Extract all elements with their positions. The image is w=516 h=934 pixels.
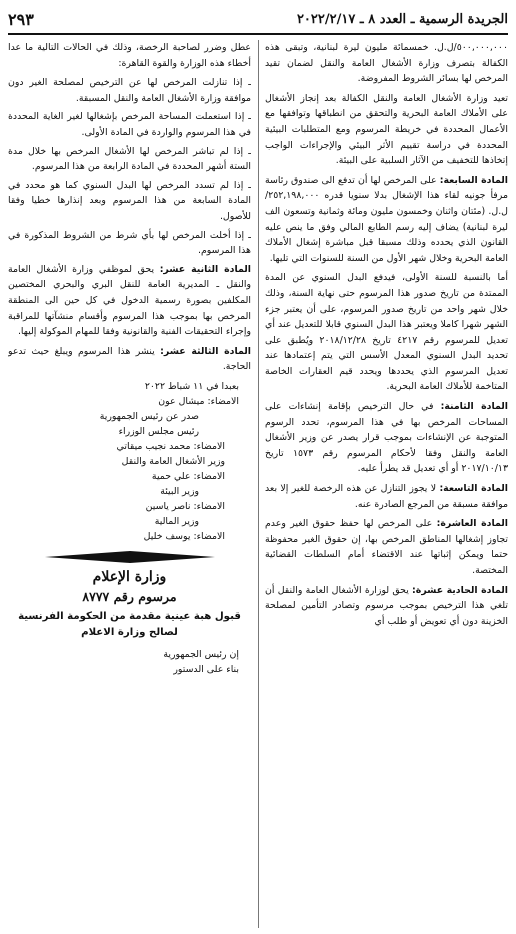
ministry-heading: وزارة الإعلام (92, 568, 167, 585)
signature-block (8, 379, 251, 544)
decree-number: مرسوم رقم ٨٧٧٧ (82, 589, 177, 605)
signature-line: الامضاء: ناصر ياسين (145, 500, 225, 512)
article-11 (265, 583, 508, 630)
paragraph: عطل وضرر لصاحبة الرخصة، وذلك في الحالات التالية ما عدا أخطاء هذه الوزارة والقوة القاهرة: (8, 42, 251, 69)
article-8 (265, 399, 508, 477)
list-item: ـ إذا أخلت المرخص لها بأي شرط من الشروط المذكورة في هذا المرسوم. (8, 229, 251, 257)
header-rule (8, 33, 508, 35)
article-title: المادة التاسعة: (439, 483, 508, 495)
article-title: المادة السابعة: (439, 174, 508, 186)
signature-line: وزير المالية (154, 515, 199, 527)
signature-line: الامضاء: محمد نجيب ميقاتي (116, 440, 225, 452)
article-body: على المرخص لها أن تدفع الى صندوق رئاسة مرفأ جونيه لقاء هذا الإشغال بدلا سنويا قدره ٢٥٢,١٩٨,٠٠٠/ ل.ل. (مئتان واثنان وخمسون مليون ومائة وثمانية وتسعون الف ليرة لبنانية) يضاف إليه رسم الطابع المالي وفق ما ينص عليه القانون الذي يحدده وذلك مسبقا قبل مباشرة إشغال الأملاك العامة البحرية وخلال شهر الأول من السنة للسنوات التي تليها. (265, 174, 508, 264)
article-title: المادة الثامنة: (440, 401, 508, 413)
signature-line: وزير البيئة (160, 485, 199, 497)
signature-line: الامضاء: علي حمية (151, 470, 225, 482)
opening-line: بناء على الدستور (173, 664, 239, 676)
left-column (8, 40, 251, 928)
article-7 (265, 173, 508, 267)
paragraph: ٥٠٠,٠٠٠,٠٠٠/ل.ل. خمسمائة مليون ليرة لبنانية، وتبقى هذه الكفالة بتصرف وزارة الأشغال العامة والنقل لضمان تقيد المرخص لها بسائر الشروط المفروضة. (265, 42, 508, 85)
article-body: على المرخص لها حفظ حقوق الغير وعدم تجاوز إشغالها المناطق المرخص بها، إن حقوق الغير محفوظة حتما ويمكن إثباتها عند الاقتضاء أمام السلطات القضائية المختصة. (265, 518, 508, 576)
signature-line: بعبدا في ١١ شباط ٢٠٢٢ (144, 380, 239, 392)
article-body: يحق لموظفي وزارة الأشغال العامة والنقل ـ المديرية العامة للنقل البري والبحري المختصين المكلفين بصورة رسمية الدخول في كل حين الى المنطقة المرخص بها بموجب هذا المرسوم وأقسام منشآتها للمراقبة وإجراء التحقيقات الفنية والقانونية وفقا للمهام الموكولة إليها. (8, 263, 251, 338)
right-column (265, 40, 508, 928)
article-13 (8, 344, 251, 375)
page-header (8, 6, 508, 32)
list-item: ـ إذا لم تباشر المرخص لها الأشغال المرخص بها خلال مدة الستة أشهر المحددة في المادة الرابعة من هذا المرسوم. (8, 145, 251, 173)
signature-line: الامضاء: ميشال عون (158, 395, 239, 407)
article-title: المادة العاشرة: (436, 518, 508, 530)
article-body: في حال الترخيص بإقامة إنشاءات على المساحات المرخص بها في هذا المرسوم، تحدد الرسوم المتوجبة عن الإنشاءات بموجب قرار يصدر عن وزير الأشغال العامة والنقل وفقا لأحكام المرسوم رقم ١٥٧٣ تاريخ ٢٠١٧/١٠/١٣ أو أي تعديل قد يطرأ عليه. (265, 401, 508, 475)
page-number: ٢٩٣ (8, 9, 34, 29)
article-12 (8, 262, 251, 340)
article-body: ينشر هذا المرسوم ويبلغ حيث تدعو الحاجة. (8, 345, 251, 373)
list-item: ـ إذا تنازلت المرخص لها عن الترخيص لمصلحة الغير دون موافقة وزارة الأشغال العامة والنقل المسبقة. (8, 77, 251, 104)
signature-line: الامضاء: يوسف خليل (143, 530, 225, 542)
signature-line: صدر عن رئيس الجمهورية (99, 410, 199, 422)
gazette-title: الجريدة الرسمية ـ العدد ٨ ـ ٢٠٢٢/٢/١٧ (296, 11, 508, 27)
decree-subject: قبول هبة عينية مقدمة من الحكومة الفرنسية لصالح وزارة الاعلام (18, 611, 241, 639)
section-divider (8, 550, 251, 564)
article-title: المادة الثانية عشر: (159, 263, 251, 275)
list-item: ـ إذا لم تسدد المرخص لها البدل السنوي كما هو محدد في المادة السابعة من هذا المرسوم وبعد إنذارها خطيا وفقا للأصول. (8, 179, 251, 222)
signature-line: رئيس مجلس الوزراء (118, 425, 199, 437)
article-title: المادة الحادية عشرة: (412, 584, 508, 596)
list-item: ـ إذا استعملت المساحة المرخص بإشغالها لغير الغاية المحددة في هذا المرسوم والواردة في المادة الأولى. (8, 111, 251, 138)
column-divider (258, 40, 259, 928)
article-9 (265, 481, 508, 512)
ornament-divider-icon (45, 550, 215, 564)
article-body: يحق لوزارة الأشغال العامة والنقل أن تلغي هذا الترخيص بموجب مرسوم وتصادر التأمين لمصلحة الخزينة دون أي تعويض أو طلب أي (265, 584, 508, 627)
article-10 (265, 516, 508, 578)
paragraph: أما بالنسبة للسنة الأولى، فيدفع البدل السنوي عن المدة الممتدة من تاريخ صدور هذا المرسوم حتى نهاية السنة، وذلك خلال شهر واحد من تاريخ صدور المرسوم، على أن يعتبر جزء الشهر شهرا كاملا ويعتبر هذا البدل السنوي قابلا للتعديل عند أي تعديل للمرسوم رقم ٤٢١٧ تاريخ ٢٠١٨/١٢/٢٨ ويُطبق على تحديد البدل السنوي المعدل الأسس التي يتم إعتمادها عند تعديل المرسوم الذي يحددها ويحدد قيم العقارات الخاصة المتاخمة للأملاك العامة البحرية. (265, 272, 508, 393)
opening-line: إن رئيس الجمهورية (163, 649, 239, 661)
article-title: المادة الثالثة عشر: (160, 345, 251, 357)
paragraph: تعيد وزارة الأشغال العامة والنقل الكفالة بعد إنجاز الأشغال على الأملاك العامة البحرية والتحقق من انطباقها وتوافقها مع الأعمال المحددة في خريطة المرسوم ومع المتطلبات البيئية المحددة في دراسة تقييم الأثر البيئي والإجراءات الواجب إتخاذها للتخفيف من الآثار السلبية على البيئة. (265, 92, 508, 167)
article-body: لا يجوز التنازل عن هذه الرخصة للغير إلا بعد موافقة مسبقة من المرجع الصادرة عنه. (265, 483, 508, 510)
signature-line: وزير الأشغال العامة والنقل (121, 455, 225, 467)
